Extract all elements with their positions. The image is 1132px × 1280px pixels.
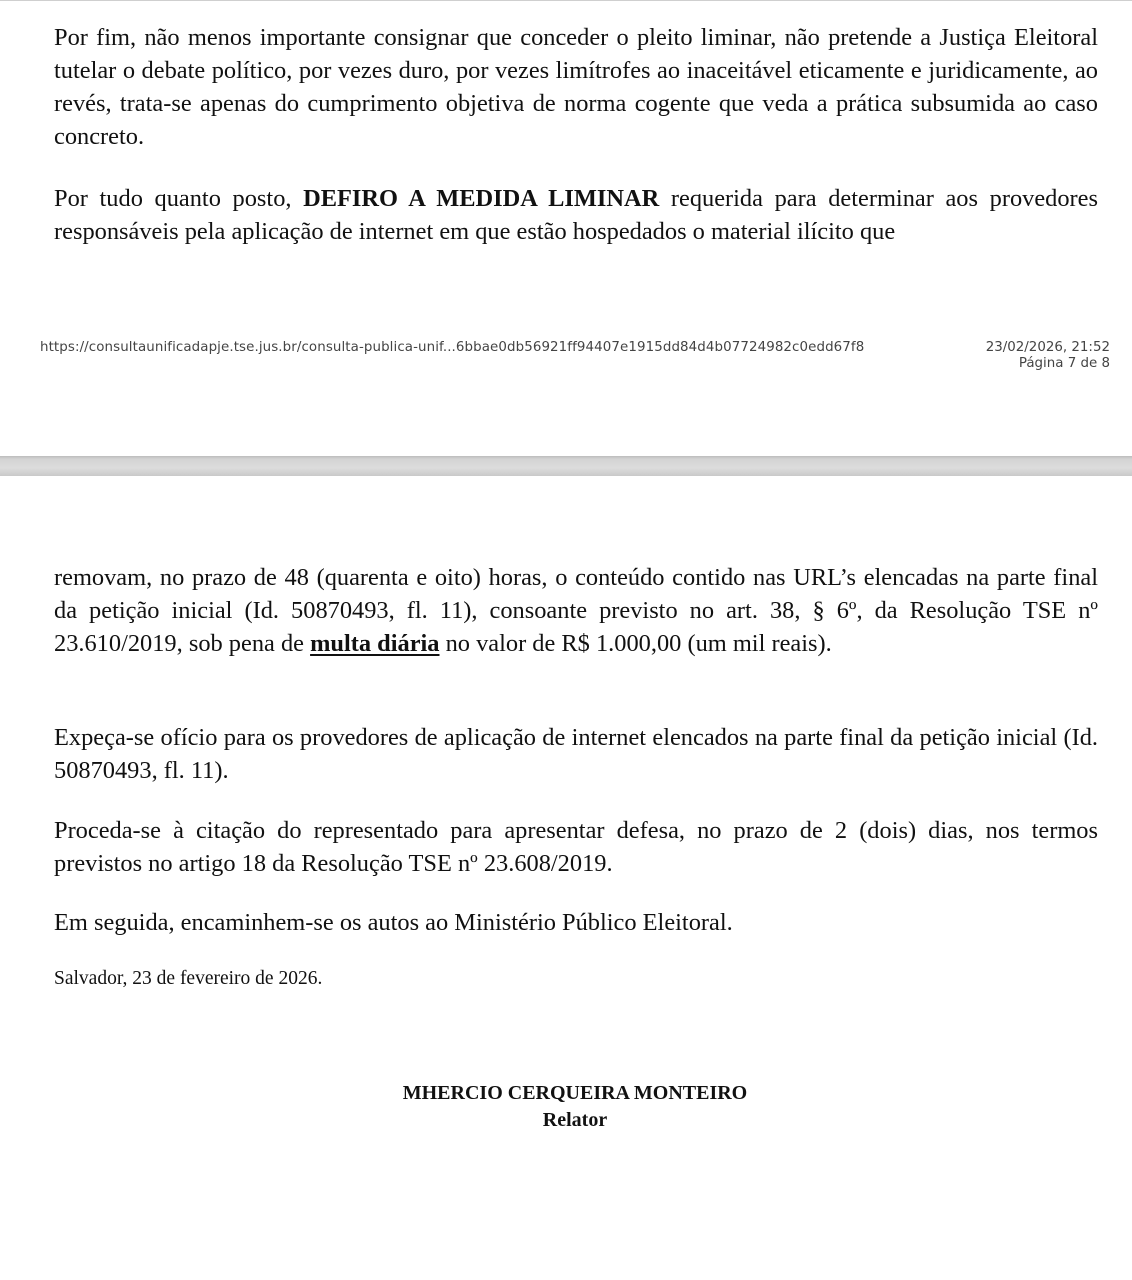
decision-text-lead: Por tudo quanto posto, [54,185,304,212]
page-separator [0,456,1132,476]
decision-highlight: DEFIRO A MEDIDA LIMINAR [303,185,660,212]
date-place-line: Salvador, 23 de fevereiro de 2026. [54,968,323,989]
removal-order-tail: no valor de R$ 1.000,00 (um mil reais). [439,630,832,657]
signer-role: Relator [542,1109,608,1131]
removal-order-text: removam, no prazo de 48 (quarenta e oito) horas, o conteúdo contido nas URL’s elencadas na parte final da petição inicial (Id. 50870493, fl. 11), consoante previsto no art. 38, § 6º, da Resolução TSE nº 23.610/2019, sob pena de [54,564,1098,657]
daily-fine-highlight: multa diária [310,630,440,657]
paragraph-referral: Em seguida, encaminhem-se os autos ao Ministério Público Eleitoral. [54,909,733,936]
paragraph-removal-order [54,561,1098,660]
footer-meta [986,340,1110,372]
document-page-7 [0,0,1132,456]
paragraph-decision [54,182,1098,248]
signer-name: MHERCIO CERQUEIRA MONTEIRO [402,1082,748,1104]
paragraph-citation: Proceda-se à citação do representado para apresentar defesa, no prazo de 2 (dois) dias, nos termos previstos no artigo 18 da Resolução TSE nº 23.608/2019. [54,817,1098,877]
footer-source-url: https://consultaunificadapje.tse.jus.br/consulta-publica-unif...6bbae0db56921ff94407e1915dd84d4b07724982c0edd67f8 [40,340,865,355]
decision-text-continuation: requerida para determinar aos provedores responsáveis pela aplicação de internet em que estão hospedados o material ilícito que [54,185,1098,245]
paragraph-official-letter: Expeça-se ofício para os provedores de aplicação de internet elencados na parte final da petição inicial (Id. 50870493, fl. 11). [54,724,1098,784]
footer-page-number: Página 7 de 8 [1018,356,1110,371]
page-top-border [0,0,1132,1]
paragraph-final-considerations: Por fim, não menos importante consignar que conceder o pleito liminar, não pretende a Justiça Eleitoral tutelar o debate político, por vezes duro, por vezes limítrofes ao inaceitável eticamente e juridicamente, ao revés, trata-se apenas do cumprimento objetiva de norma cogente que veda a prática subsumida ao caso concreto. [54,24,1098,150]
footer-datetime: 23/02/2026, 21:52 [985,340,1110,355]
